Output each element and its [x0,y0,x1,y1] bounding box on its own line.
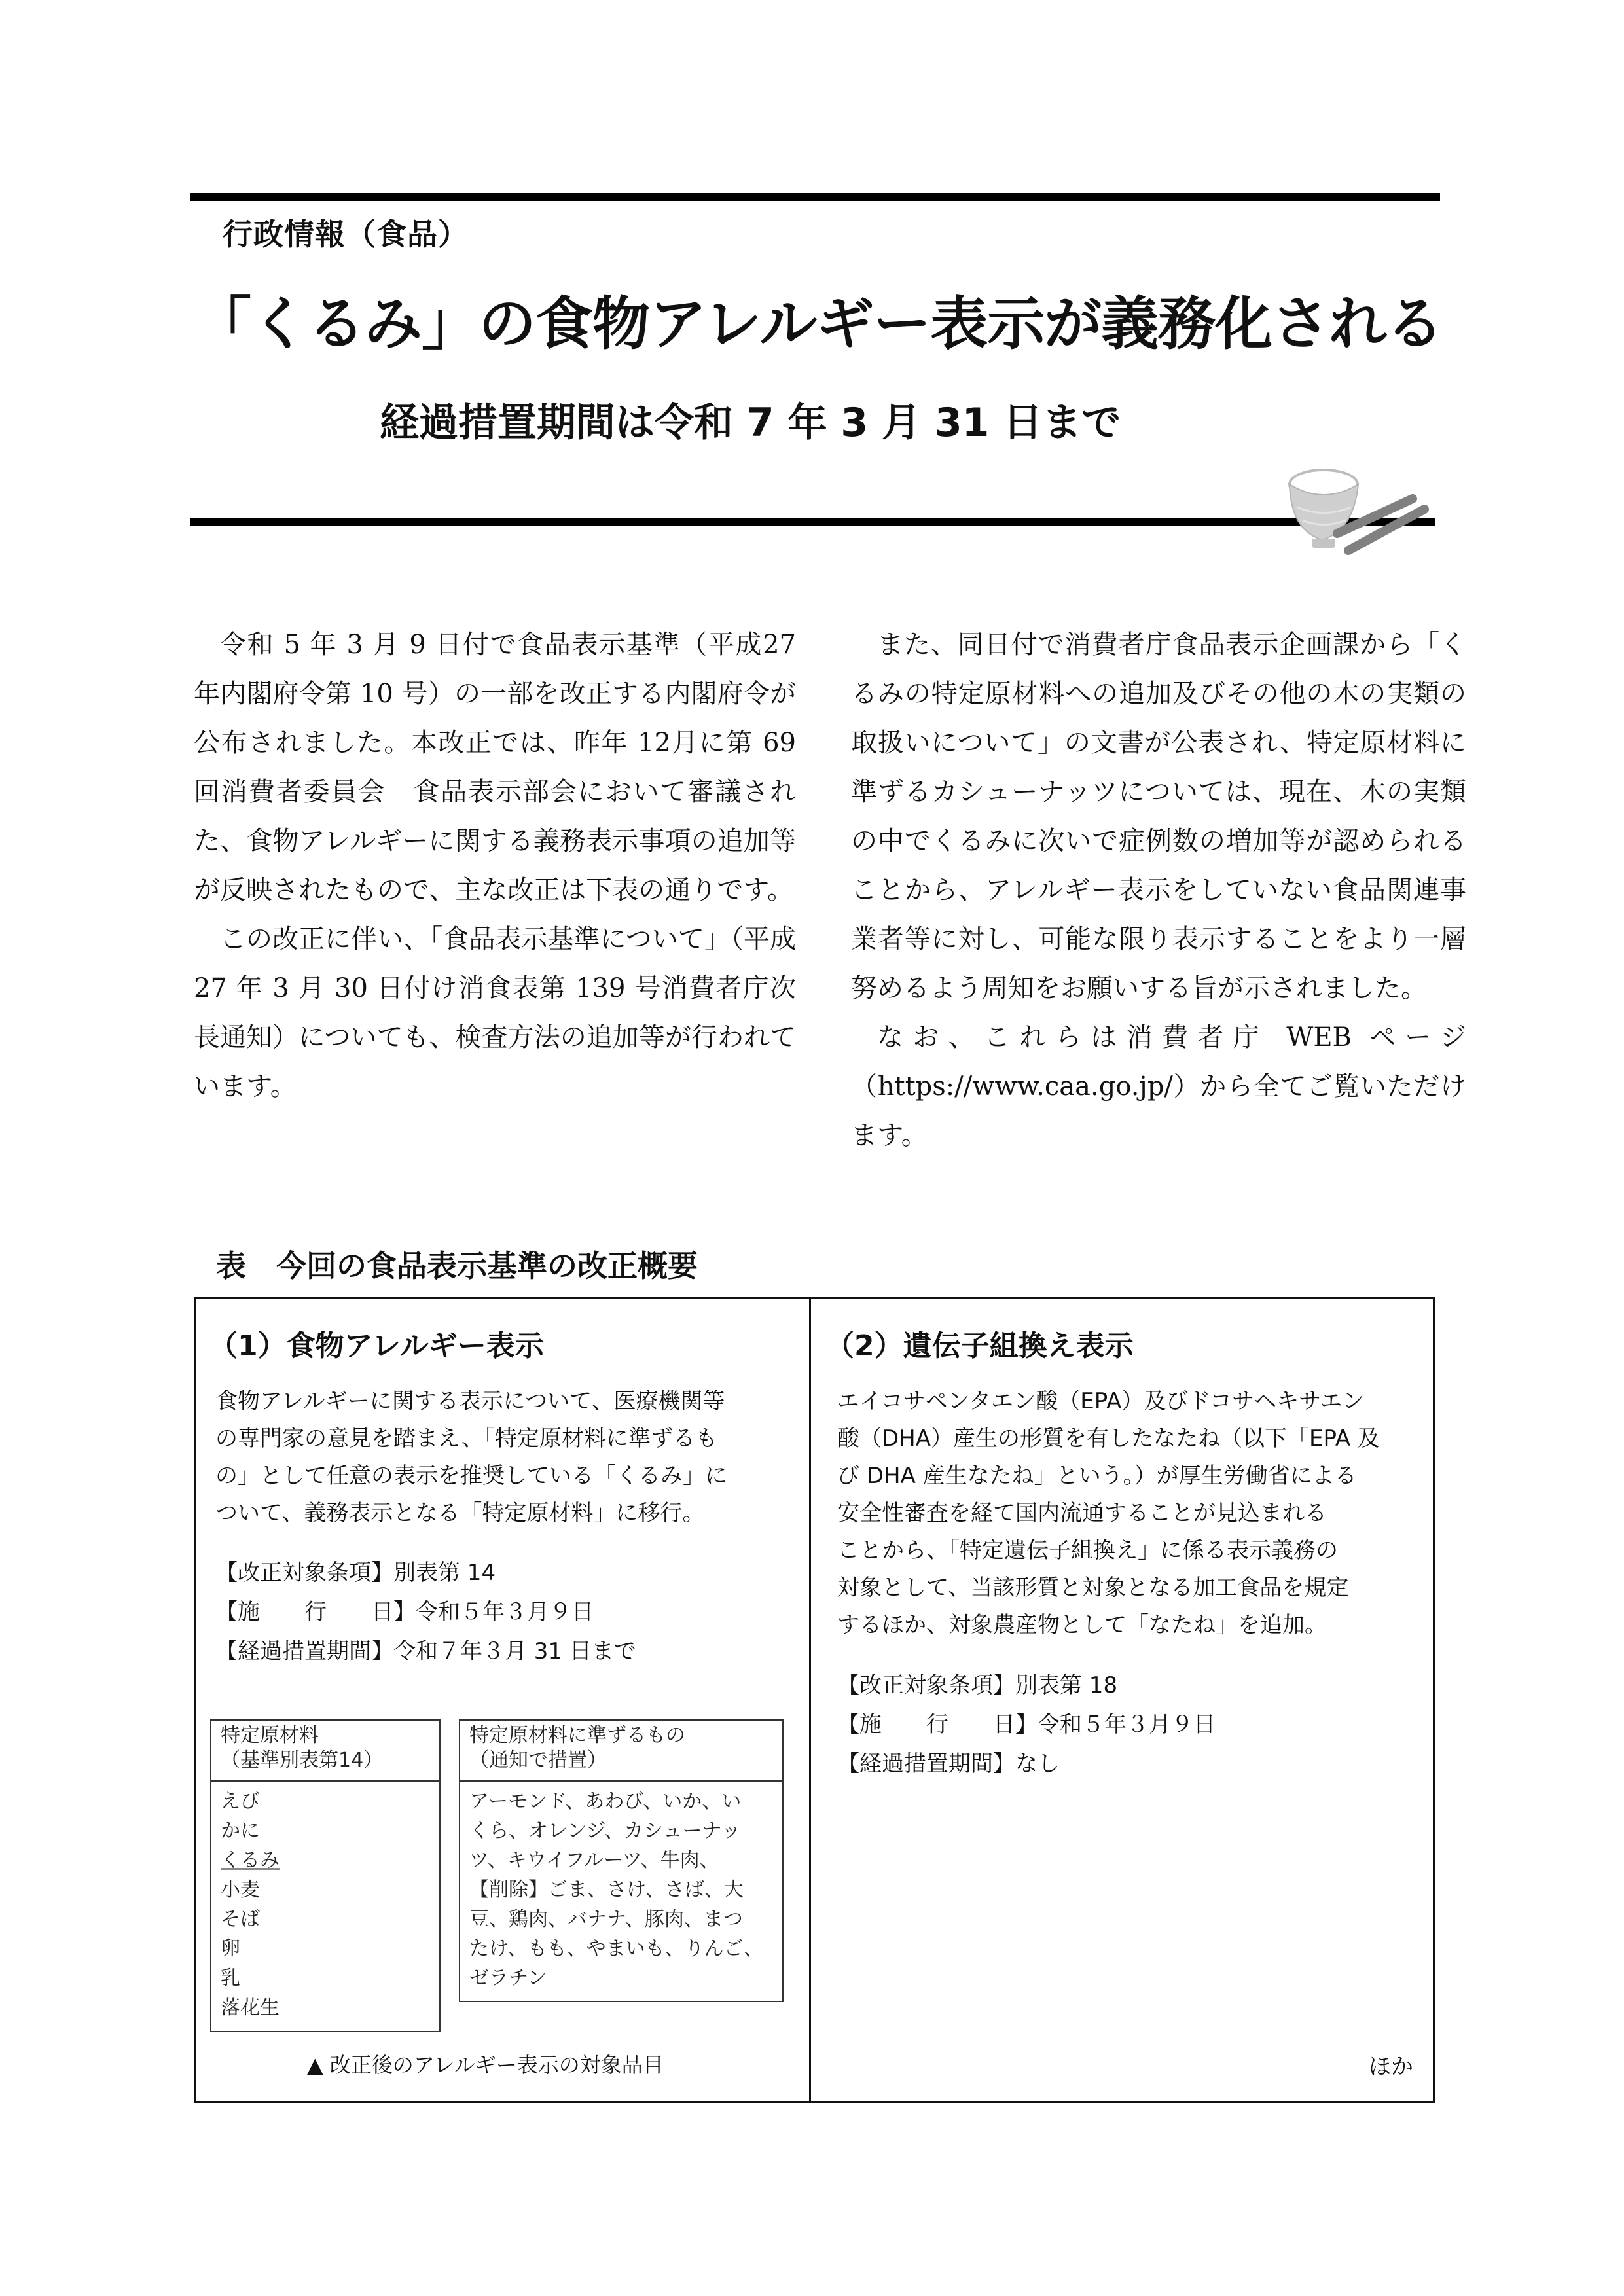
body-paragraph: 令和 5 年 3 月 9 日付で食品表示基準（平成27 年内閣府令第 10 号）の一部を改正する内閣府令が公布されました。本改正では、昨年 12月に第 69 回消費者委員会 食品表示部会において審議された、食物アレルギーに関する義務表示事項の追加等が反映されたもので、主な改正は下表の通りです。 [194,630,797,905]
table-caption: 表 今回の食品表示基準の改正概要 [216,1248,698,1283]
meta-row: 【施 行 日】令和５年３月９日 [215,1599,594,1625]
body-column-right [851,620,1466,1160]
cell-description: 食物アレルギーに関する表示について、医療機関等 の専門家の意見を踏まえ、「特定原材料に準ずるも の」として任意の表示を推奨している「くるみ」に ついて、義務表示となる「特定原材料」に移行。 [215,1388,727,1526]
meta-row: 【改正対象条項】別表第 14 [215,1560,496,1586]
body-paragraph: また、同日付で消費者庁食品表示企画課から「くるみの特定原材料への追加及びその他の木の実類の取扱いについて」の文書が公表され、特定原材料に準ずるカシューナッツについては、現在、木の実類の中でくるみに次いで症例数の増加等が認められることから、アレルギー表示をしていない食品関連事業者等に対し、可能な限り表示することをより一層努めるよう周知をお願いする旨が示されました。 [851,630,1467,1003]
header-top-rule [190,193,1440,201]
cell-title: （2）遺伝子組換え表示 [825,1329,1134,1363]
meta-row: 【改正対象条項】別表第 18 [837,1672,1118,1698]
meta-row: 【施 行 日】令和５年３月９日 [837,1712,1216,1738]
list-item: 乳 [221,1967,240,1990]
equivalent-ingredients-box [459,1719,784,2002]
cell-meta [837,1666,1216,1784]
body-paragraph: この改正に伴い、「食品表示基準について」（平成 27 年 3 月 30 日付け消食表第 139 号消費者庁次長通知）についても、検査方法の追加等が行われています。 [194,924,797,1102]
subheadline: 経過措置期間は令和 7 年 3 月 31 日まで [380,400,1121,446]
meta-row: 【経過措置期間】なし [837,1751,1060,1777]
box-header: 特定原材料に準ずるもの （通知で措置） [460,1721,782,1782]
headline: 「くるみ」の食物アレルギー表示が義務化される [194,290,1443,357]
list-item: 落花生 [221,1996,280,2019]
list-item-highlighted: くるみ [221,1849,280,1872]
cell-title: （1）食物アレルギー表示 [209,1329,544,1363]
cell-gmo-labeling [811,1299,1433,2101]
box-caption: ▲ 改正後のアレルギー表示の対象品目 [307,2053,664,2077]
header-bottom-rule [190,518,1435,526]
list-item: そば [221,1908,260,1931]
list-item: えび [221,1790,260,1813]
category-label: 行政情報（食品） [223,217,469,252]
cell-meta [215,1553,636,1671]
revision-summary-table [194,1297,1435,2103]
list-item: かに [221,1820,260,1842]
box-body: アーモンド、あわび、いか、い くら、オレンジ、カシューナッ ツ、キウイフルーツ、牛肉、 【削除】ごま、さけ、さば、大 豆、鶏肉、バナナ、豚肉、まつ たけ、もも、やまいも、りんご、 ゼラチン [469,1790,763,1990]
specified-ingredients-box [210,1719,441,2032]
body-paragraph: なお、これらは消費者庁 WEB ページ（https://www.caa.go.jp/）から全てご覧いただけます。 [851,1022,1466,1151]
list-item: 小麦 [221,1878,260,1901]
list-item: 卵 [221,1937,240,1960]
footnote-others: ほか [1369,2054,1413,2080]
cell-food-allergy [196,1299,809,2101]
box-header: 特定原材料 （基準別表第14） [211,1721,439,1782]
cell-description: エイコサペンタエン酸（EPA）及びドコサヘキサエン 酸（DHA）産生の形質を有したなたね（以下「EPA 及 び DHA 産生なたね」という。）が厚生労働省による 安全性審査を経て国内流通することが見込まれる ことから、「特定遺伝子組換え」に係る表示義務の 対象として、当該形質と対象となる加工食品を規定 するほか、対象農産物として「なたね」を追加。 [837,1388,1380,1638]
box-body [211,1782,439,2028]
rice-bowl-with-chopsticks-icon [1283,465,1440,569]
meta-row: 【経過措置期間】令和７年３月 31 日まで [215,1638,636,1664]
body-column-left [194,620,796,1111]
